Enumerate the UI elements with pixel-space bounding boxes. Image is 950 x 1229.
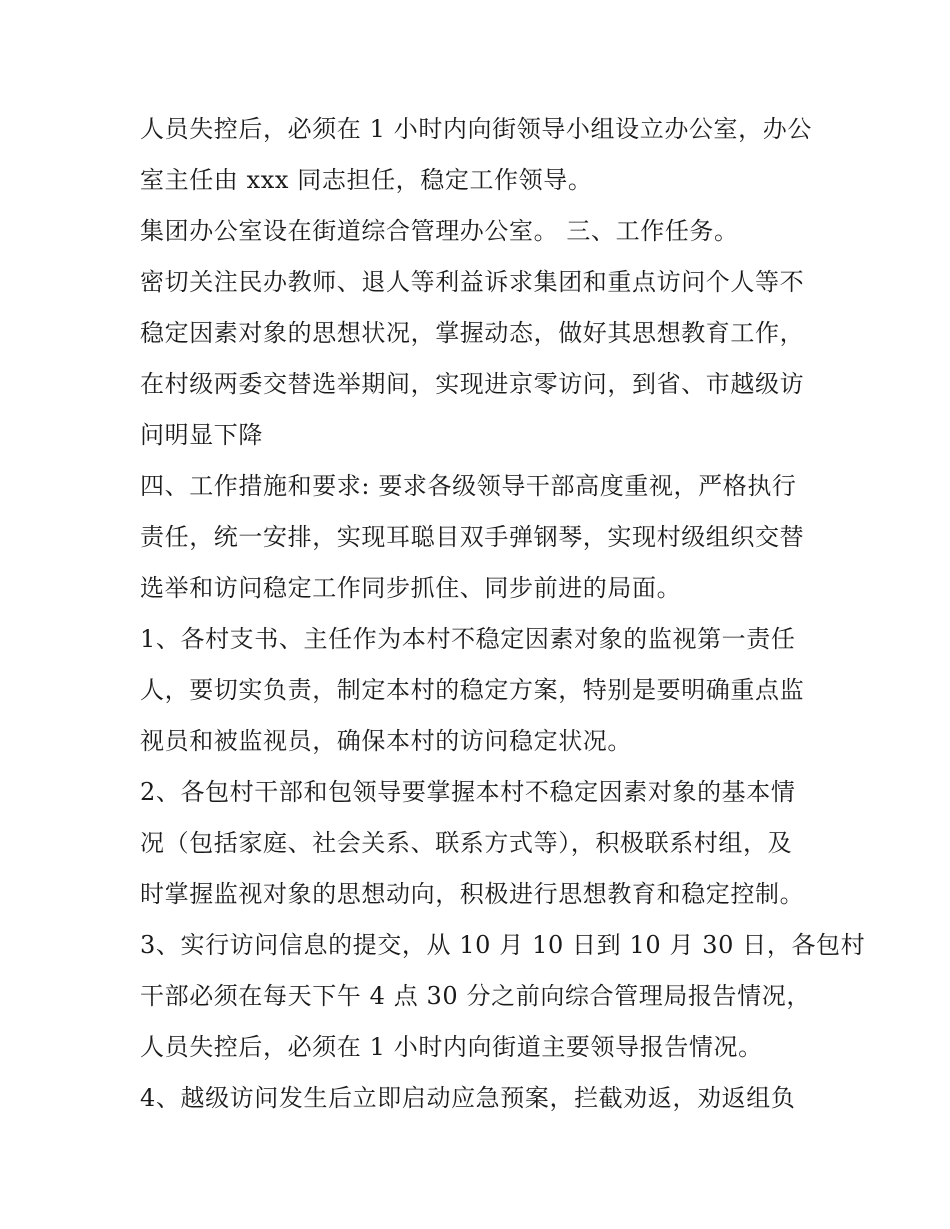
text-line: 人员失控后，必须在 1 小时内向街道主要领导报告情况。 bbox=[140, 1033, 763, 1061]
text-line: 1、各村支书、主任作为本村不稳定因素对象的监视第一责任 bbox=[140, 625, 796, 653]
text-line: 集团办公室设在街道综合管理办公室。 三、工作任务。 bbox=[140, 217, 739, 245]
text-line: 在村级两委交替选举期间，实现进京零访问，到省、市越级访 bbox=[140, 370, 805, 398]
text-line: 责任，统一安排，实现耳聪目双手弹钢琴，实现村级组织交替 bbox=[140, 523, 805, 551]
text-line: 4、越级访问发生后立即启动应急预案，拦截劝返，劝返组负 bbox=[140, 1084, 796, 1112]
text-line: 密切关注民办教师、退人等利益诉求集团和重点访问个人等不 bbox=[140, 268, 805, 296]
text-line: 人，要切实负责，制定本村的稳定方案，特别是要明确重点监 bbox=[140, 676, 805, 704]
text-line: 室主任由 xxx 同志担任，稳定工作领导。 bbox=[140, 166, 593, 194]
text-line: 干部必须在每天下午 4 点 30 分之前向综合管理局报告情况， bbox=[140, 982, 811, 1010]
text-line: 选举和访问稳定工作同步抓住、同步前进的局面。 bbox=[140, 574, 682, 602]
text-line: 况（包括家庭、社会关系、联系方式等），积极联系村组，及 bbox=[140, 829, 793, 857]
text-line: 稳定因素对象的思想状况，掌握动态，做好其思想教育工作， bbox=[140, 319, 805, 347]
text-line: 问明显下降 bbox=[140, 421, 263, 449]
text-line: 时掌握监视对象的思想动向，积极进行思想教育和稳定控制。 bbox=[140, 880, 805, 908]
text-line: 四、工作措施和要求: 要求各级领导干部高度重视，严格执行 bbox=[140, 472, 797, 500]
text-line: 2、各包村干部和包领导要掌握本村不稳定因素对象的基本情 bbox=[140, 778, 796, 806]
text-line: 人员失控后，必须在 1 小时内向街领导小组设立办公室，办公 bbox=[140, 115, 812, 143]
text-line: 3、实行访问信息的提交，从 10 月 10 日到 10 月 30 日，各包村 bbox=[140, 931, 866, 959]
text-line: 视员和被监视员，确保本村的访问稳定状况。 bbox=[140, 727, 632, 755]
